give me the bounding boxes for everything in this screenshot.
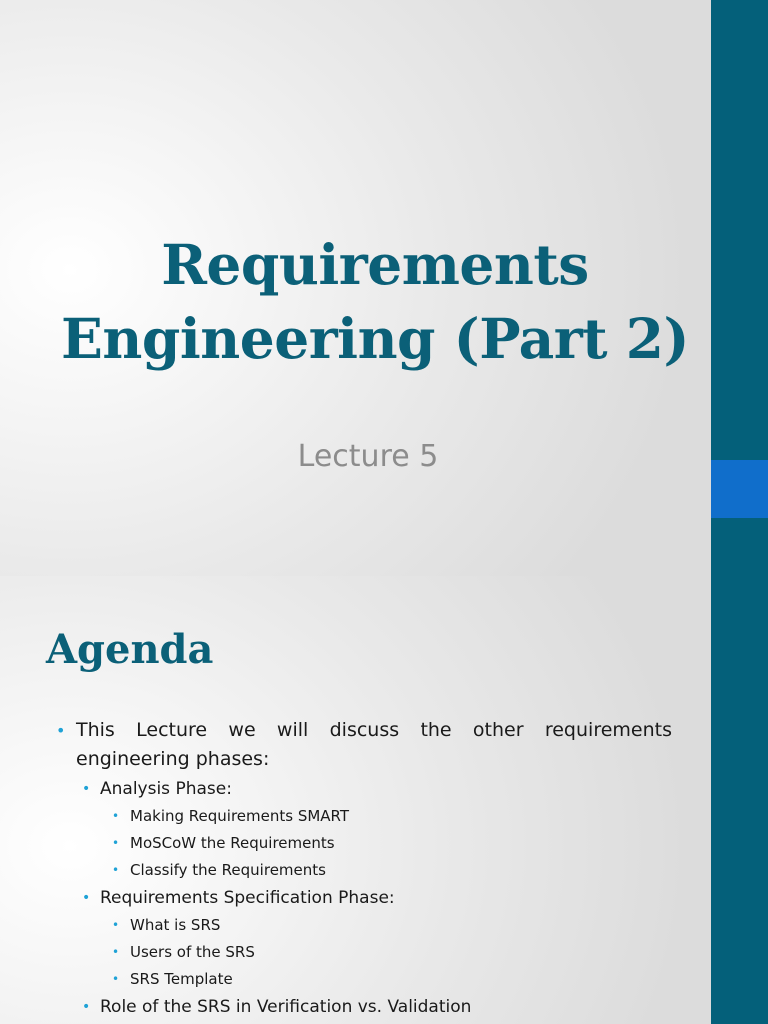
list-item-text: Making Requirements SMART [130,807,350,825]
list-item [112,940,672,965]
list-item [82,994,672,1020]
list-item [112,831,672,856]
list-item [112,967,672,992]
list-item [112,858,672,883]
bullet-dot-icon: • [112,863,120,877]
bullet-dot-icon: • [112,809,120,823]
sidebar-band [711,576,768,1024]
list-item [82,776,672,802]
list-item-text: Analysis Phase: [100,779,232,799]
list-item-text: Classify the Requirements [130,861,326,879]
slide-title-line-1: Requirements [161,232,589,297]
list-item-text: Requirements Specification Phase: [100,888,395,908]
list-item [56,716,672,774]
bullet-dot-icon: • [82,999,91,1015]
bullet-dot-icon: • [112,945,120,959]
slide-title-line-2: Engineering (Part 2) [60,306,690,371]
list-item-text: MoSCoW the Requirements [130,834,335,852]
agenda-bullet-list [56,716,672,1020]
list-item [82,885,672,911]
bullet-dot-icon: • [112,972,120,986]
list-item-text: SRS Template [130,970,233,988]
sidebar-accent-block [711,460,768,518]
agenda-slide [0,576,768,1024]
bullet-dot-icon: • [112,836,120,850]
bullet-dot-icon: • [82,781,91,797]
bullet-dot-icon: • [56,721,66,740]
slide-subtitle: Lecture 5 [297,439,439,474]
slide-title [30,228,720,376]
bullet-dot-icon: • [112,918,120,932]
list-item-text: Users of the SRS [130,943,255,961]
list-item-text: This Lecture we will discuss the other requirements engineering phases: [76,719,672,770]
sidebar-band [711,0,768,576]
list-item [112,804,672,829]
list-item-text: Role of the SRS in Verification vs. Validation [100,997,472,1017]
list-item-text: What is SRS [130,916,221,934]
bullet-dot-icon: • [82,890,91,906]
agenda-heading: Agenda [46,626,214,673]
list-item [112,913,672,938]
